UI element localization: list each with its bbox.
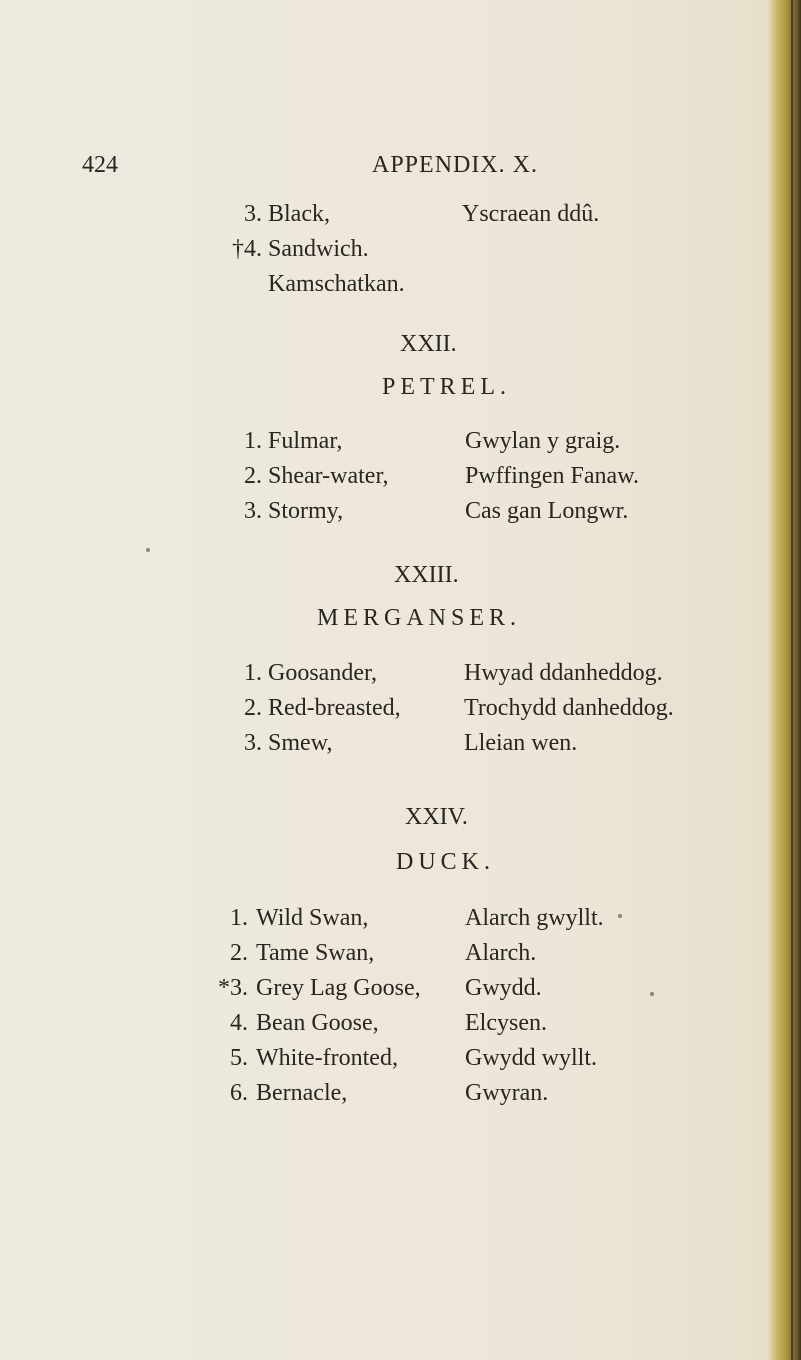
item-number: 2. <box>230 940 248 966</box>
section-numeral: XXII. <box>400 331 457 357</box>
welsh-name: Pwffingen Fanaw. <box>465 463 639 489</box>
item-number: †4. <box>232 236 262 262</box>
page-edge-shadow <box>767 0 801 1360</box>
welsh-name: Yscraean ddû. <box>462 201 600 227</box>
english-name: Fulmar, <box>268 428 343 454</box>
english-name: Wild Swan, <box>256 905 369 931</box>
section-numeral: XXIII. <box>394 562 459 588</box>
welsh-name: Gwylan y graig. <box>465 428 621 454</box>
section-numeral: XXIV. <box>405 804 468 830</box>
item-number: 1. <box>244 660 262 686</box>
welsh-name: Hwyad ddanheddog. <box>464 660 663 686</box>
item-number: 1. <box>244 428 262 454</box>
item-number: 4. <box>230 1010 248 1036</box>
genus-heading: DUCK. <box>396 849 496 875</box>
english-name: Grey Lag Goose, <box>256 975 421 1001</box>
english-name: Tame Swan, <box>256 940 375 966</box>
welsh-name: Lleian wen. <box>464 730 578 756</box>
item-number: 3. <box>244 201 262 227</box>
item-number: 1. <box>230 905 248 931</box>
welsh-name: Alarch gwyllt. <box>465 905 604 931</box>
page-header <box>0 152 760 192</box>
english-name: Sandwich. <box>268 236 369 262</box>
running-title: APPENDIX. X. <box>372 152 539 178</box>
genus-heading: PETREL. <box>382 374 511 400</box>
genus-heading: MERGANSER. <box>317 605 522 631</box>
english-name: Shear-water, <box>268 463 389 489</box>
item-number: 3. <box>244 498 262 524</box>
item-number: 5. <box>230 1045 248 1071</box>
ink-speck <box>146 548 150 552</box>
item-number: 2. <box>244 695 262 721</box>
page-edge-line <box>791 0 793 1360</box>
welsh-name: Cas gan Longwr. <box>465 498 629 524</box>
ink-speck <box>650 992 654 996</box>
english-name: Bernacle, <box>256 1080 348 1106</box>
english-name: Smew, <box>268 730 333 756</box>
item-number: 2. <box>244 463 262 489</box>
item-number: *3. <box>218 975 248 1001</box>
welsh-name: Elcysen. <box>465 1010 547 1036</box>
english-name: Kamschatkan. <box>268 271 405 297</box>
welsh-name: Gwydd wyllt. <box>465 1045 597 1071</box>
english-name: Stormy, <box>268 498 344 524</box>
welsh-name: Gwyran. <box>465 1080 549 1106</box>
welsh-name: Alarch. <box>465 940 537 966</box>
welsh-name: Trochydd danheddog. <box>464 695 674 721</box>
item-number: 6. <box>230 1080 248 1106</box>
english-name: White-fronted, <box>256 1045 398 1071</box>
english-name: Red-breasted, <box>268 695 401 721</box>
page-number: 424 <box>82 152 118 178</box>
english-name: Goosander, <box>268 660 378 686</box>
ink-speck <box>618 914 622 918</box>
english-name: Black, <box>268 201 330 227</box>
item-number: 3. <box>244 730 262 756</box>
welsh-name: Gwydd. <box>465 975 542 1001</box>
english-name: Bean Goose, <box>256 1010 379 1036</box>
